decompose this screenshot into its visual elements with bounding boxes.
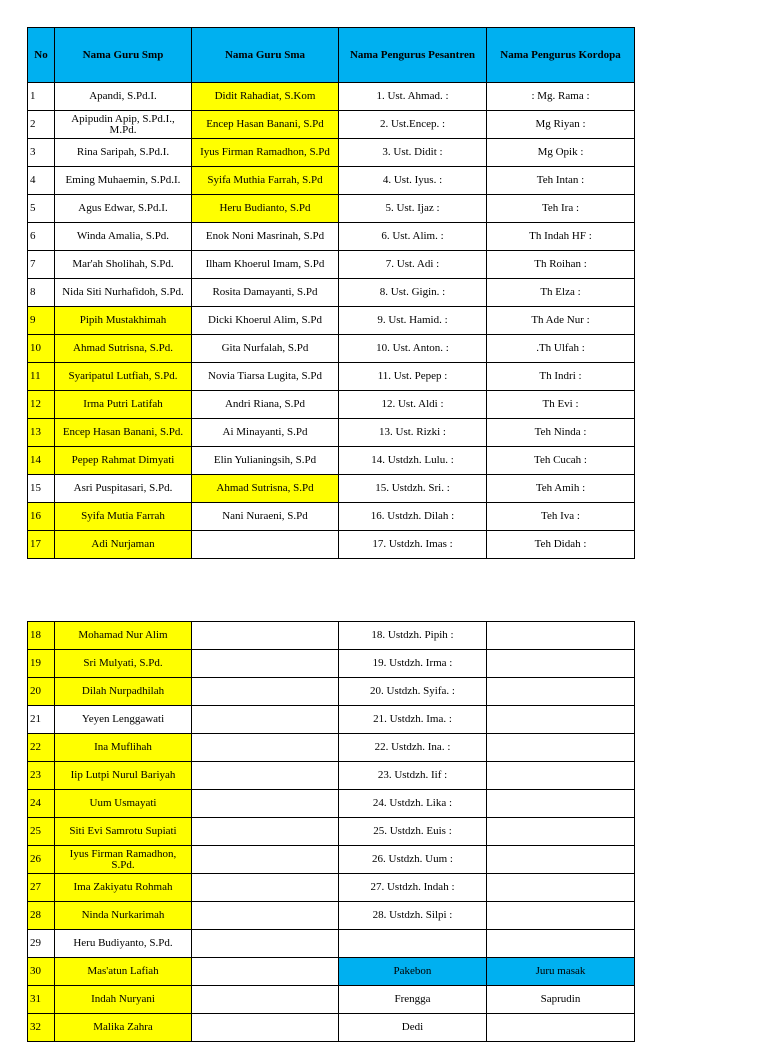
- cell-guru-smp: Indah Nuryani: [55, 986, 192, 1014]
- cell-pengurus-kordopa: [487, 762, 635, 790]
- cell-no: 24: [28, 790, 55, 818]
- cell-pengurus-kordopa: Teh Intan :: [487, 167, 635, 195]
- cell-guru-smp: Syaripatul Lutfiah, S.Pd.: [55, 363, 192, 391]
- cell-pengurus-kordopa: [487, 930, 635, 958]
- cell-guru-smp: Irma Putri Latifah: [55, 391, 192, 419]
- cell-pengurus-kordopa: Th Evi :: [487, 391, 635, 419]
- cell-guru-sma: [192, 818, 339, 846]
- table-row: [28, 818, 635, 846]
- top-table: [27, 27, 635, 559]
- cell-no: 1: [28, 83, 55, 111]
- cell-guru-smp: Malika Zahra: [55, 1014, 192, 1042]
- cell-guru-sma: Nani Nuraeni, S.Pd: [192, 503, 339, 531]
- cell-no: 22: [28, 734, 55, 762]
- cell-pengurus-pesantren: [339, 930, 487, 958]
- cell-no: 27: [28, 874, 55, 902]
- table-row: [28, 678, 635, 706]
- cell-guru-smp: Siti Evi Samrotu Supiati: [55, 818, 192, 846]
- cell-pengurus-kordopa: : Mg. Rama :: [487, 83, 635, 111]
- cell-guru-sma: [192, 706, 339, 734]
- header-pengurus-kordopa: Nama Pengurus Kordopa: [487, 28, 635, 83]
- cell-pengurus-kordopa: Teh Ira :: [487, 195, 635, 223]
- table-row: [28, 958, 635, 986]
- cell-guru-sma: [192, 678, 339, 706]
- table-row: [28, 874, 635, 902]
- cell-pengurus-kordopa: Th Indah HF :: [487, 223, 635, 251]
- table-row: [28, 279, 635, 307]
- cell-guru-sma: Enok Noni Masrinah, S.Pd: [192, 223, 339, 251]
- cell-no: 2: [28, 111, 55, 139]
- cell-no: 10: [28, 335, 55, 363]
- cell-pengurus-pesantren: 25. Ustdzh. Euis :: [339, 818, 487, 846]
- table-row: [28, 762, 635, 790]
- cell-pengurus-pesantren: 10. Ust. Anton. :: [339, 335, 487, 363]
- cell-pengurus-kordopa: Teh Iva :: [487, 503, 635, 531]
- cell-guru-sma: [192, 986, 339, 1014]
- cell-pengurus-pesantren: 20. Ustdzh. Syifa. :: [339, 678, 487, 706]
- cell-no: 31: [28, 986, 55, 1014]
- cell-no: 5: [28, 195, 55, 223]
- cell-guru-sma: [192, 1014, 339, 1042]
- header-guru-smp: Nama Guru Smp: [55, 28, 192, 83]
- cell-guru-smp: Heru Budiyanto, S.Pd.: [55, 930, 192, 958]
- cell-guru-sma: Ai Minayanti, S.Pd: [192, 419, 339, 447]
- cell-pengurus-kordopa: [487, 734, 635, 762]
- cell-pengurus-pesantren: 17. Ustdzh. Imas :: [339, 531, 487, 559]
- cell-no: 7: [28, 251, 55, 279]
- cell-guru-sma: [192, 622, 339, 650]
- cell-no: 3: [28, 139, 55, 167]
- cell-no: 25: [28, 818, 55, 846]
- cell-no: 23: [28, 762, 55, 790]
- table-row: [28, 706, 635, 734]
- cell-no: 14: [28, 447, 55, 475]
- cell-pengurus-pesantren: 18. Ustdzh. Pipih :: [339, 622, 487, 650]
- cell-no: 15: [28, 475, 55, 503]
- cell-guru-sma: Elin Yulianingsih, S.Pd: [192, 447, 339, 475]
- cell-no: 30: [28, 958, 55, 986]
- cell-no: 13: [28, 419, 55, 447]
- cell-guru-sma: [192, 762, 339, 790]
- cell-guru-smp: Ninda Nurkarimah: [55, 902, 192, 930]
- cell-guru-sma: [192, 958, 339, 986]
- table-row: [28, 195, 635, 223]
- cell-pengurus-pesantren: 26. Ustdzh. Uum :: [339, 846, 487, 874]
- cell-pengurus-pesantren: 13. Ust. Rizki :: [339, 419, 487, 447]
- cell-pengurus-pesantren: 27. Ustdzh. Indah :: [339, 874, 487, 902]
- table-row: [28, 622, 635, 650]
- header-guru-sma: Nama Guru Sma: [192, 28, 339, 83]
- cell-pengurus-pesantren: 8. Ust. Gigin. :: [339, 279, 487, 307]
- cell-guru-smp: Dilah Nurpadhilah: [55, 678, 192, 706]
- table-row: [28, 223, 635, 251]
- cell-guru-smp: Adi Nurjaman: [55, 531, 192, 559]
- cell-guru-smp: Iyus Firman Ramadhon, S.Pd.: [55, 846, 192, 874]
- cell-guru-smp: Apandi, S.Pd.I.: [55, 83, 192, 111]
- cell-pengurus-kordopa: [487, 818, 635, 846]
- cell-guru-smp: Mar'ah Sholihah, S.Pd.: [55, 251, 192, 279]
- header-row: [28, 28, 635, 83]
- cell-guru-smp: Syifa Mutia Farrah: [55, 503, 192, 531]
- cell-guru-smp: Ima Zakiyatu Rohmah: [55, 874, 192, 902]
- cell-pengurus-kordopa: .Th Ulfah :: [487, 335, 635, 363]
- cell-pengurus-kordopa: Th Indri :: [487, 363, 635, 391]
- cell-guru-smp: Mohamad Nur Alim: [55, 622, 192, 650]
- cell-pengurus-kordopa: [487, 678, 635, 706]
- cell-pengurus-pesantren: Frengga: [339, 986, 487, 1014]
- cell-guru-smp: Iip Lutpi Nurul Bariyah: [55, 762, 192, 790]
- table-row: [28, 846, 635, 874]
- bottom-table: [27, 621, 635, 1042]
- cell-pengurus-pesantren: 2. Ust.Encep. :: [339, 111, 487, 139]
- cell-pengurus-pesantren: 19. Ustdzh. Irma :: [339, 650, 487, 678]
- table-row: [28, 503, 635, 531]
- table-row: [28, 139, 635, 167]
- table-row: [28, 790, 635, 818]
- table-row: [28, 335, 635, 363]
- cell-no: 17: [28, 531, 55, 559]
- cell-guru-smp: Pipih Mustakhimah: [55, 307, 192, 335]
- cell-no: 32: [28, 1014, 55, 1042]
- table-row: [28, 111, 635, 139]
- cell-no: 4: [28, 167, 55, 195]
- cell-pengurus-kordopa: [487, 706, 635, 734]
- cell-guru-smp: Mas'atun Lafiah: [55, 958, 192, 986]
- cell-no: 8: [28, 279, 55, 307]
- cell-guru-sma: Andri Riana, S.Pd: [192, 391, 339, 419]
- cell-pengurus-pesantren: 23. Ustdzh. Iif :: [339, 762, 487, 790]
- cell-guru-smp: Uum Usmayati: [55, 790, 192, 818]
- cell-pengurus-pesantren: 14. Ustdzh. Lulu. :: [339, 447, 487, 475]
- cell-guru-sma: [192, 930, 339, 958]
- cell-guru-smp: Eming Muhaemin, S.Pd.I.: [55, 167, 192, 195]
- table-row: [28, 650, 635, 678]
- bottom-table-body: [28, 622, 635, 1042]
- cell-guru-sma: Iyus Firman Ramadhon, S.Pd: [192, 139, 339, 167]
- cell-no: 28: [28, 902, 55, 930]
- cell-pengurus-pesantren: 3. Ust. Didit :: [339, 139, 487, 167]
- cell-pengurus-pesantren: 24. Ustdzh. Lika :: [339, 790, 487, 818]
- cell-pengurus-kordopa: [487, 902, 635, 930]
- header-no: No: [28, 28, 55, 83]
- cell-guru-sma: Didit Rahadiat, S.Kom: [192, 83, 339, 111]
- cell-pengurus-pesantren: 7. Ust. Adi :: [339, 251, 487, 279]
- cell-guru-sma: [192, 874, 339, 902]
- table-row: [28, 734, 635, 762]
- table-row: [28, 930, 635, 958]
- cell-guru-sma: Ilham Khoerul Imam, S.Pd: [192, 251, 339, 279]
- cell-guru-sma: [192, 846, 339, 874]
- cell-no: 26: [28, 846, 55, 874]
- cell-guru-smp: Sri Mulyati, S.Pd.: [55, 650, 192, 678]
- table-row: [28, 251, 635, 279]
- cell-pengurus-pesantren: 16. Ustdzh. Dilah :: [339, 503, 487, 531]
- cell-pengurus-kordopa: [487, 1014, 635, 1042]
- cell-no: 20: [28, 678, 55, 706]
- cell-guru-sma: Encep Hasan Banani, S.Pd: [192, 111, 339, 139]
- cell-pengurus-pesantren: 11. Ust. Pepep :: [339, 363, 487, 391]
- cell-guru-smp: Pepep Rahmat Dimyati: [55, 447, 192, 475]
- cell-guru-sma: Syifa Muthia Farrah, S.Pd: [192, 167, 339, 195]
- cell-guru-smp: Yeyen Lenggawati: [55, 706, 192, 734]
- cell-pengurus-pesantren: 15. Ustdzh. Sri. :: [339, 475, 487, 503]
- cell-no: 6: [28, 223, 55, 251]
- cell-guru-smp: Agus Edwar, S.Pd.I.: [55, 195, 192, 223]
- table-row: [28, 902, 635, 930]
- cell-pengurus-pesantren: 5. Ust. Ijaz :: [339, 195, 487, 223]
- cell-pengurus-kordopa: Mg Riyan :: [487, 111, 635, 139]
- cell-guru-sma: [192, 734, 339, 762]
- cell-guru-smp: Winda Amalia, S.Pd.: [55, 223, 192, 251]
- cell-pengurus-pesantren: 21. Ustdzh. Ima. :: [339, 706, 487, 734]
- cell-guru-smp: Ina Muflihah: [55, 734, 192, 762]
- cell-no: 18: [28, 622, 55, 650]
- cell-guru-sma: Novia Tiarsa Lugita, S.Pd: [192, 363, 339, 391]
- cell-guru-smp: Asri Puspitasari, S.Pd.: [55, 475, 192, 503]
- cell-guru-sma: Dicki Khoerul Alim, S.Pd: [192, 307, 339, 335]
- cell-guru-sma: [192, 531, 339, 559]
- cell-pengurus-pesantren: 9. Ust. Hamid. :: [339, 307, 487, 335]
- cell-guru-sma: [192, 790, 339, 818]
- cell-guru-sma: [192, 902, 339, 930]
- cell-guru-sma: Ahmad Sutrisna, S.Pd: [192, 475, 339, 503]
- top-table-body: [28, 83, 635, 559]
- cell-pengurus-pesantren: 12. Ust. Aldi :: [339, 391, 487, 419]
- cell-no: 12: [28, 391, 55, 419]
- table-row: [28, 167, 635, 195]
- table-row: [28, 1014, 635, 1042]
- cell-pengurus-pesantren: 4. Ust. Iyus. :: [339, 167, 487, 195]
- cell-no: 11: [28, 363, 55, 391]
- cell-guru-sma: Heru Budianto, S.Pd: [192, 195, 339, 223]
- cell-pengurus-kordopa: [487, 622, 635, 650]
- cell-pengurus-pesantren: 28. Ustdzh. Silpi :: [339, 902, 487, 930]
- cell-pengurus-kordopa: [487, 846, 635, 874]
- cell-no: 19: [28, 650, 55, 678]
- cell-pengurus-pesantren: 6. Ust. Alim. :: [339, 223, 487, 251]
- table-row: [28, 419, 635, 447]
- header-pengurus-pesantren: Nama Pengurus Pesantren: [339, 28, 487, 83]
- cell-pengurus-kordopa: [487, 790, 635, 818]
- cell-no: 9: [28, 307, 55, 335]
- table-row: [28, 447, 635, 475]
- cell-pengurus-kordopa: Juru masak: [487, 958, 635, 986]
- cell-pengurus-pesantren: 22. Ustdzh. Ina. :: [339, 734, 487, 762]
- cell-pengurus-kordopa: Teh Ninda :: [487, 419, 635, 447]
- cell-pengurus-kordopa: Th Roihan :: [487, 251, 635, 279]
- cell-pengurus-kordopa: Teh Amih :: [487, 475, 635, 503]
- table-row: [28, 83, 635, 111]
- cell-guru-smp: Nida Siti Nurhafidoh, S.Pd.: [55, 279, 192, 307]
- cell-pengurus-kordopa: Mg Opik :: [487, 139, 635, 167]
- cell-pengurus-pesantren: Dedi: [339, 1014, 487, 1042]
- table-row: [28, 986, 635, 1014]
- cell-pengurus-pesantren: 1. Ust. Ahmad. :: [339, 83, 487, 111]
- cell-guru-smp: Apipudin Apip, S.Pd.I., M.Pd.: [55, 111, 192, 139]
- cell-guru-smp: Ahmad Sutrisna, S.Pd.: [55, 335, 192, 363]
- cell-pengurus-kordopa: Th Elza :: [487, 279, 635, 307]
- table-row: [28, 531, 635, 559]
- cell-pengurus-kordopa: Teh Didah :: [487, 531, 635, 559]
- cell-pengurus-kordopa: [487, 874, 635, 902]
- table-row: [28, 307, 635, 335]
- cell-guru-sma: Rosita Damayanti, S.Pd: [192, 279, 339, 307]
- cell-guru-smp: Rina Saripah, S.Pd.I.: [55, 139, 192, 167]
- cell-guru-sma: [192, 650, 339, 678]
- cell-guru-sma: Gita Nurfalah, S.Pd: [192, 335, 339, 363]
- table-row: [28, 363, 635, 391]
- cell-no: 16: [28, 503, 55, 531]
- cell-pengurus-kordopa: [487, 650, 635, 678]
- cell-pengurus-kordopa: Teh Cucah :: [487, 447, 635, 475]
- cell-pengurus-kordopa: Saprudin: [487, 986, 635, 1014]
- cell-pengurus-pesantren: Pakebon: [339, 958, 487, 986]
- cell-guru-smp: Encep Hasan Banani, S.Pd.: [55, 419, 192, 447]
- table-row: [28, 475, 635, 503]
- table-row: [28, 391, 635, 419]
- cell-pengurus-kordopa: Th Ade Nur :: [487, 307, 635, 335]
- cell-no: 21: [28, 706, 55, 734]
- cell-no: 29: [28, 930, 55, 958]
